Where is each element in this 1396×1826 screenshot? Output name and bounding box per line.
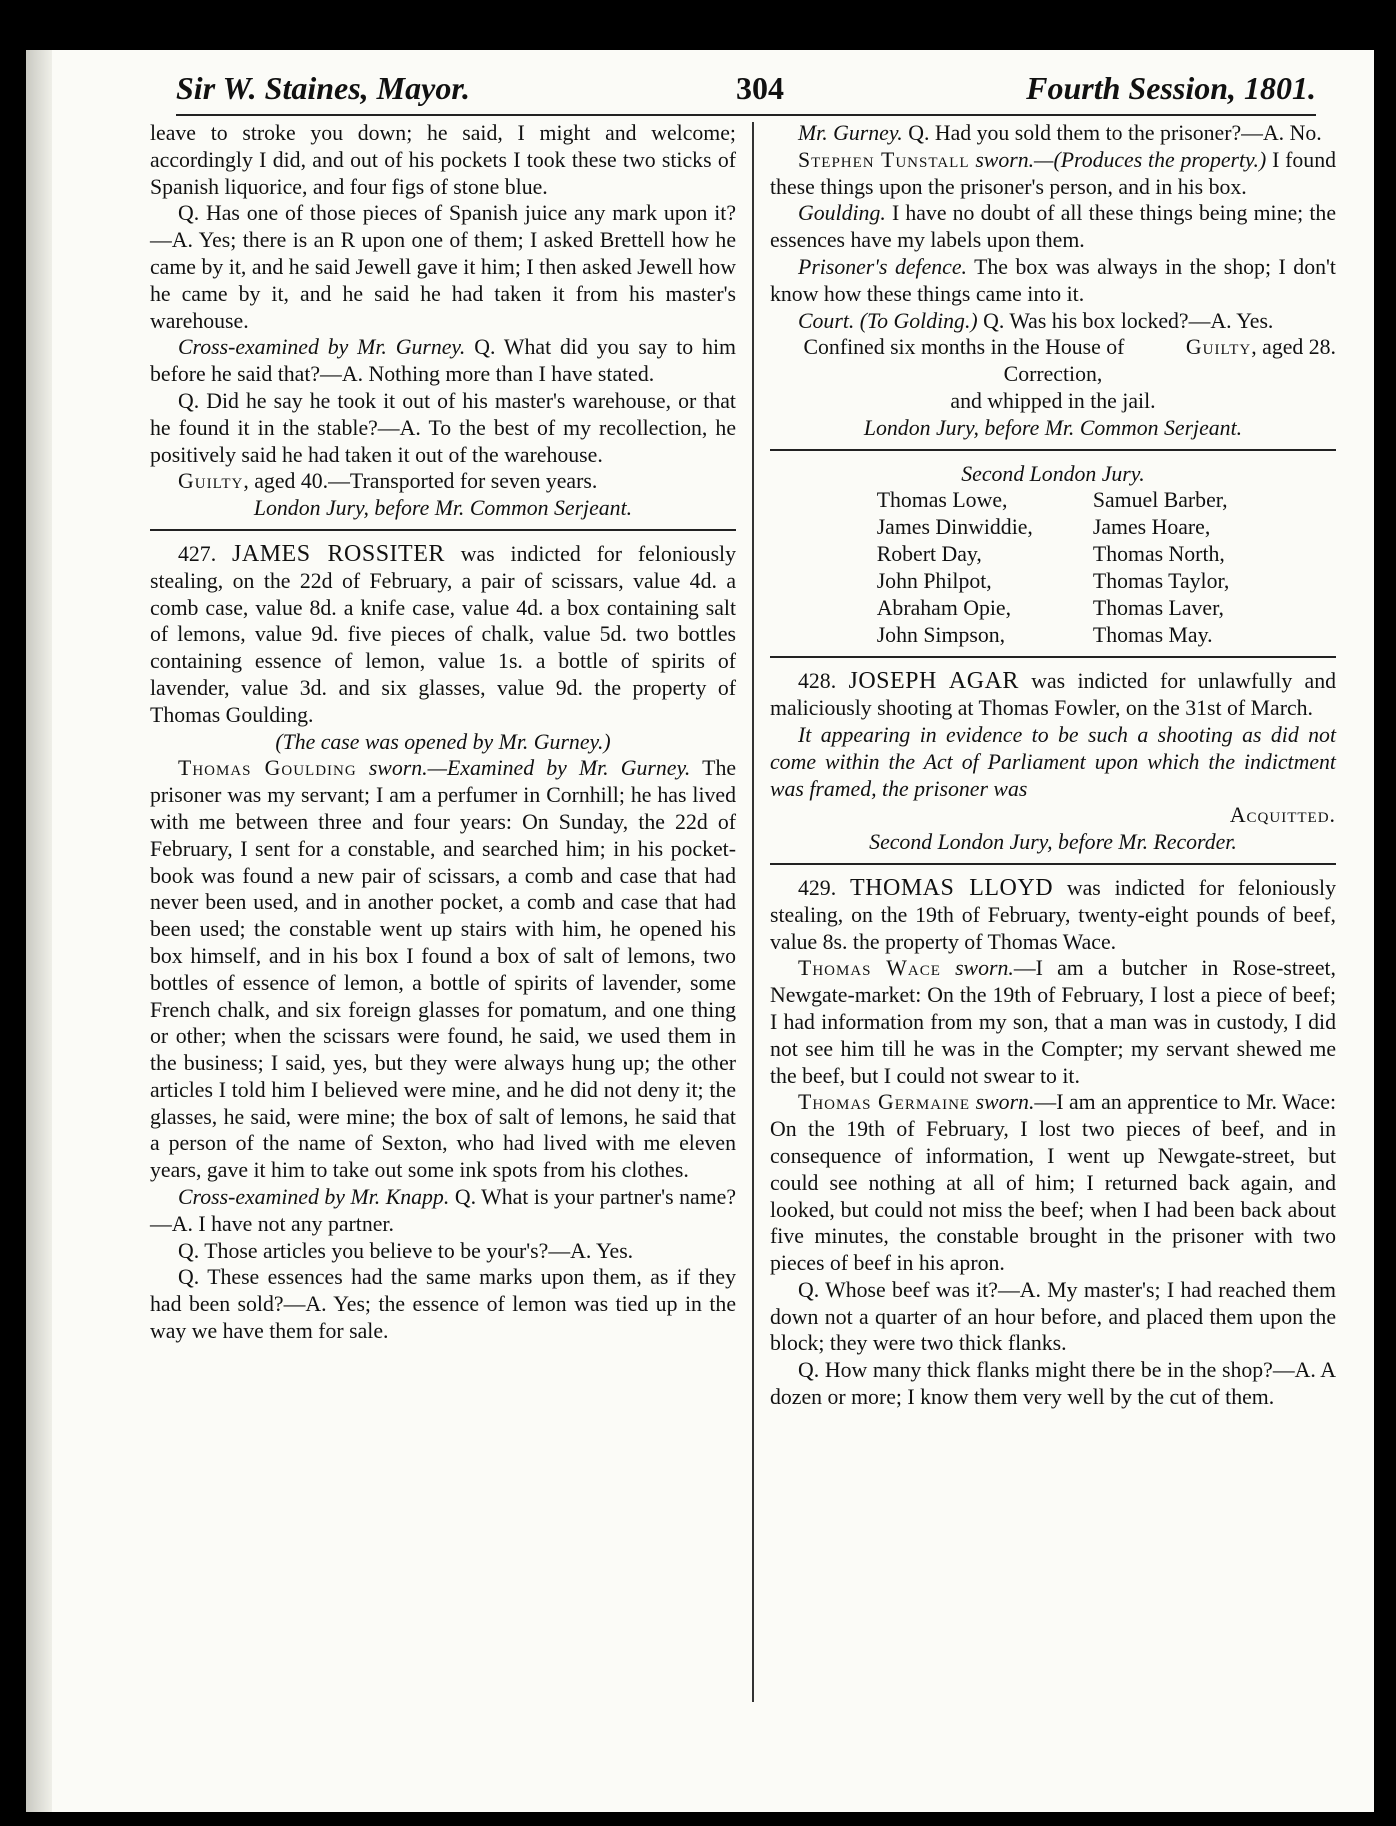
speaker-lead: Goulding.: [798, 201, 886, 226]
defence-lead: Prisoner's defence.: [798, 254, 967, 279]
case-429-heading: [770, 875, 1336, 955]
verdict-rest: , aged 40.—Transported for seven years.: [243, 469, 598, 494]
case-number: 429.: [798, 875, 837, 900]
sentence-line: and whipped in the jail.: [950, 388, 1156, 413]
document-page: [26, 50, 1374, 1812]
juror: Samuel Barber,: [1092, 488, 1228, 513]
paragraph: Q. Those articles you believe to be your's?—A. Yes.: [178, 1238, 634, 1263]
jury-list: [770, 487, 1336, 649]
page-number: 304: [736, 70, 784, 106]
section-rule: [150, 529, 736, 531]
court-lead: Court. (To Golding.): [798, 308, 978, 333]
case-number: 428.: [798, 669, 837, 694]
verdict-word: Guilty: [1185, 335, 1252, 360]
section-rule: [770, 656, 1336, 658]
juror: Abraham Opie,: [876, 596, 1012, 621]
cross-exam-lead: Cross-examined by Mr. Knapp.: [178, 1185, 450, 1210]
defendant-name: THOMAS LLOYD: [850, 874, 1054, 901]
paragraph: [770, 200, 1336, 254]
case-number: 427.: [178, 541, 217, 566]
paragraph: [770, 120, 1336, 147]
paragraph: leave to stroke you down; he said, I might and welcome; accordingly I did, and out of his pockets I took these two sticks of Spanish liquorice, and four figs of stone blue.: [150, 121, 736, 199]
paragraph: Q. Did he say he took it out of his master's warehouse, or that he found it in the stable?—A. To the best of my recollection, he positively said he had taken it out of the warehouse.: [150, 388, 736, 467]
paragraph: Q. How many thick flanks might there be in the shop?—A. A dozen or more; I know them very well by the cut of them.: [770, 1358, 1336, 1410]
section-rule: [770, 863, 1336, 865]
juror: Robert Day,: [876, 542, 982, 567]
court-question: [770, 308, 1336, 360]
defendant-name: JAMES ROSSITER: [232, 540, 445, 567]
jury-list-title: Second London Jury.: [961, 461, 1145, 486]
defendant-name: JOSEPH AGAR: [848, 668, 1019, 695]
juror: John Philpot,: [876, 569, 992, 594]
testimony-germaine: [770, 1089, 1336, 1277]
cross-exam-body: Q. What is your partner's name?—A. I have not any partner.: [150, 1185, 736, 1236]
witness-sworn: sworn.: [975, 1090, 1035, 1115]
juror: James Dinwiddie,: [876, 515, 1033, 540]
header-session: Fourth Session, 1801.: [1026, 70, 1316, 106]
court-text: Q. Was his box locked?—A. Yes.: [983, 308, 1274, 333]
jurors-right: [1093, 487, 1229, 649]
testimony-wace: [770, 955, 1336, 1089]
column-divider: [752, 122, 754, 1702]
header-rule: [176, 114, 1316, 116]
cross-examination: [150, 1184, 736, 1238]
indictment-text: was indicted for feloniously stealing, on the 19th of February, twenty-eight pounds of beef, value 8s. the property of Thomas Wace.: [770, 875, 1336, 954]
defence-text: The box was always in the shop; I don't know how these things came into it.: [770, 254, 1336, 306]
examiner-lead: Mr. Gurney.: [798, 121, 903, 145]
evidence-note: It appearing in evidence to be such a shooting as did not come within the Act of Parliament upon which the indictment was framed, the prisoner was: [770, 722, 1336, 801]
witness-sworn: sworn.—(Produces the property.): [975, 147, 1267, 172]
jury-line: London Jury, before Mr. Common Serjeant.: [253, 496, 633, 521]
paragraph: [150, 334, 736, 388]
witness-name: Thomas Germaine: [798, 1090, 971, 1115]
paragraph: Q. Has one of those pieces of Spanish juice any mark upon it?—A. Yes; there is an R upon one of them; I asked Brettell how he came by it, and he said Jewell gave it him; I then asked Jewell how he came by it, and he said he had taken it from his master's warehouse.: [150, 201, 736, 333]
juror: John Simpson,: [876, 623, 1006, 648]
speaker-text: I have no doubt of all these things being mine; the essences have my labels upon them.: [770, 201, 1336, 253]
left-column: [150, 120, 736, 1345]
indictment-text: was indicted for unlawfully and maliciously shooting at Thomas Fowler, on the 31st of March.: [770, 669, 1337, 721]
jury-line: Second London Jury, before Mr. Recorder.: [869, 830, 1237, 855]
witness-sworn: sworn.—Examined by Mr. Gurney.: [368, 756, 691, 781]
testimony-text: The prisoner was my servant; I am a perfumer in Cornhill; he has lived with me between three and four years: On Sunday, the 22d of February, I sent for a constable, and searched him; in his pocket-book was found a new pair of scissars, a comb and case that had never been used, and in another pocket, a comb and case that had been used; the constable went up stairs with him, he opened his box himself, and in his box I found a box of salt of lemons, two bottles of essence of lemon, a bottle of spirits of lavender, some French chalk, and six foreign glasses for pomatum, and one thing or other; when the scissars were found, he said, we used them in the business; I said, yes, but they were always hung up; the other articles I told him I believed were mine, and he did not deny it; the glasses, he said, were mine; the box of salt of lemons, he said that a person of the name of Sexton, who had lived with me eleven years, gave it him to take out some ink spots from his clothes.: [150, 756, 737, 1183]
testimony-tunstall: [770, 147, 1336, 201]
jury-line: London Jury, before Mr. Common Serjeant.: [863, 415, 1243, 440]
sentence-line: Confined six months in the House of Correction,: [803, 335, 1125, 387]
case-428-heading: [770, 668, 1336, 722]
juror: Thomas Taylor,: [1092, 569, 1230, 594]
witness-name: Thomas Goulding: [178, 756, 357, 781]
running-header: [176, 70, 1316, 120]
testimony-text: —I am an apprentice to Mr. Wace: On the 19th of February, I lost two pieces of beef, and in consequence of information, I went up Newgate-street, but could see nothing at all of him; I returned back again, and looked, but could not miss the beef; when I had been back about five minutes, the constable brought in the prisoner with two pieces of beef in his apron.: [770, 1090, 1337, 1276]
section-rule: [770, 449, 1336, 451]
cross-exam-lead: Cross-examined by Mr. Gurney.: [178, 335, 466, 360]
jurors-left: [877, 487, 1033, 649]
witness-name: Thomas Wace: [798, 956, 941, 981]
case-note: (The case was opened by Mr. Gurney.): [275, 729, 611, 754]
witness-name: Stephen Tunstall: [798, 147, 970, 172]
testimony-goulding: [150, 755, 736, 1184]
verdict-word: Guilty: [178, 469, 244, 494]
juror: Thomas Lowe,: [876, 488, 1008, 513]
paragraph: Q. These essences had the same marks upon them, as if they had been sold?—A. Yes; the essence of lemon was tied up in the way we have them for sale.: [150, 1265, 736, 1344]
cross-exam-body: Q. What did you say to him before he said that?—A. Nothing more than I have stated.: [150, 335, 736, 387]
testimony-text: —I am a butcher in Rose-street, Newgate-market: On the 19th of February, I lost a piece of beef; I had information from my son, that a man was in custody, I did not see him till he was in the Compter; my servant shewed me the beef, but I could not swear to it.: [770, 956, 1336, 1088]
verdict: [150, 468, 736, 495]
juror: Thomas Laver,: [1092, 596, 1224, 621]
paragraph: Q. Whose beef was it?—A. My master's; I had reached them down not a quarter of an hour before, and placed them upon the block; they were two thick flanks.: [770, 1277, 1336, 1356]
prisoner-defence: [770, 254, 1336, 308]
acquitted-verdict: Acquitted.: [1229, 803, 1336, 828]
header-mayor: Sir W. Staines, Mayor.: [176, 70, 471, 106]
examiner-body: Q. Had you sold them to the prisoner?—A. No.: [908, 121, 1322, 145]
juror: Thomas North,: [1092, 542, 1225, 567]
witness-sworn: sworn.: [955, 956, 1014, 981]
testimony-text: I found these things upon the prisoner's person, and in his box.: [770, 147, 1337, 199]
juror: Thomas May.: [1092, 623, 1213, 648]
juror: James Hoare,: [1092, 515, 1211, 540]
right-column: [770, 120, 1336, 1411]
indictment-text: was indicted for feloniously stealing, on the 22d of February, a pair of scissars, value 4d. a comb case, value 8d. a knife case, value 4d. a box containing salt of lemons, value 9d. five pieces of chalk, value 5d. two bottles containing essence of lemon, value 1s. a bottle of spirits of lavender, value 3d. and six glasses, value 9d. the property of Thomas Goulding.: [150, 541, 737, 727]
case-427-heading: [150, 541, 736, 729]
verdict-rest: , aged 28.: [1251, 335, 1336, 360]
page-edge-shadow: [26, 50, 52, 1812]
